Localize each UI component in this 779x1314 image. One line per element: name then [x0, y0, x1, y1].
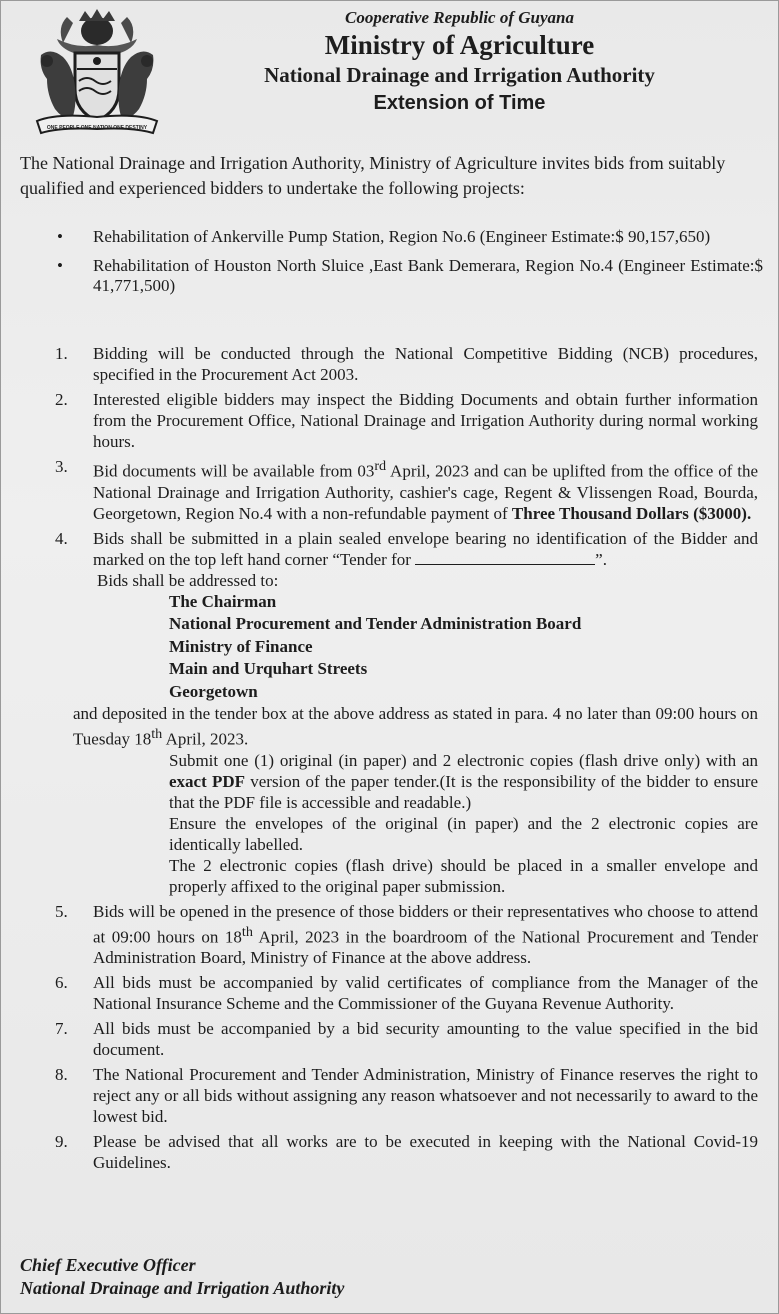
project-text: Rehabilitation of Houston North Sluice ,East Bank Demerara, Region No.4 (Engineer Estimate:$ 41,771,500) — [93, 256, 763, 295]
notice-header — [1, 1, 778, 151]
deposit-text-cont: April, 2023. — [162, 729, 249, 749]
item-text: Interested eligible bidders may inspect the Bidding Documents and obtain further information from the Procurement Office, National Drainage and Irrigation Authority during normal working hours. — [93, 390, 758, 451]
instruction-item-9 — [1, 1131, 758, 1173]
bullet-icon: • — [57, 256, 63, 275]
instruction-item-7 — [1, 1018, 758, 1060]
instruction-item-3 — [1, 456, 758, 524]
item-text: Bids will be opened in the presence of those bidders or their representatives who choose to attend at 09:00 hours on 18 — [93, 901, 758, 947]
project-item — [1, 227, 763, 247]
authority-name: National Drainage and Irrigation Authority — [264, 63, 655, 87]
ordinal-suffix: th — [151, 726, 163, 743]
item-text: All bids must be accompanied by valid certificates of compliance from the Manager of the National Insurance Scheme and the Commissioner of the Guyana Revenue Authority. — [93, 973, 758, 1014]
submit-text-cont: version of the paper tender.(It is the responsibility of the bidder to ensure that the PDF file is accessible and readable.) — [169, 771, 758, 812]
republic-name: Cooperative Republic of Guyana — [344, 8, 574, 27]
address-line: National Procurement and Tender Administration Board — [169, 614, 582, 634]
deposit-instructions — [73, 703, 758, 750]
bullet-icon: • — [57, 227, 63, 246]
instruction-item-4 — [1, 528, 758, 897]
signatory-title: Chief Executive Officer — [20, 1255, 196, 1275]
item-text: Bid documents will be available from 03 — [93, 461, 375, 481]
item-text: Bidding will be conducted through the National Competitive Bidding (NCB) procedures, specified in the Procurement Act 2003. — [93, 344, 758, 384]
item-text-cont: April, 2023 and can be uplifted from the office of the National Drainage and Irrigation Authority, cashier's cage, Regent & Vlissengen Road, Bourda, Georgetown, Region No.4 with a non-refundable payment of — [93, 461, 759, 523]
signatory-org: National Drainage and Irrigation Authority — [20, 1278, 345, 1298]
instruction-item-8 — [1, 1064, 758, 1127]
pdf-requirement: exact PDF — [169, 771, 246, 791]
item-number: 3. — [55, 457, 68, 476]
signature-block — [20, 1254, 344, 1300]
fee-amount: Three Thousand Dollars ($3000). — [511, 503, 752, 523]
item-text: The National Procurement and Tender Administration, Ministry of Finance reserves the right to reject any or all bids without assigning any reason whatsoever and not necessarily to award to the lowest bid. — [93, 1065, 758, 1127]
addressed-to: Bids shall be addressed to: — [97, 570, 279, 590]
instruction-item-2 — [1, 389, 758, 452]
submit-instructions — [93, 750, 758, 813]
item-number: 8. — [55, 1065, 68, 1085]
item-number: 1. — [55, 344, 68, 363]
notice-titles — [141, 7, 778, 117]
item-number: 7. — [55, 1019, 68, 1039]
intro-paragraph: The National Drainage and Irrigation Authority, Ministry of Agriculture invites bids from suitably qualified and experienced bidders to undertake the following projects: — [20, 153, 726, 198]
item-number: 9. — [55, 1132, 68, 1152]
address-line: The Chairman — [169, 591, 277, 611]
item-text-cont: April, 2023 in the boardroom of the National Procurement and Tender Administration Board, Ministry of Finance at the above address. — [93, 927, 758, 968]
labelling-instructions: Ensure the envelopes of the original (in paper) and the 2 electronic copies are identically labelled. — [169, 813, 758, 854]
address-line: Ministry of Finance — [169, 636, 313, 656]
instruction-list — [1, 343, 779, 1177]
address-line: Main and Urquhart Streets — [169, 659, 368, 679]
tender-name-blank — [415, 550, 595, 565]
project-item — [1, 256, 763, 296]
submit-text: Submit one (1) original (in paper) and 2 electronic copies (flash drive only) with an — [169, 750, 758, 770]
instruction-item-1 — [1, 343, 758, 385]
item-number: 2. — [55, 390, 68, 409]
ministry-name: Ministry of Agriculture — [324, 30, 595, 60]
item-number: 5. — [55, 901, 68, 921]
crest-motto: ONE PEOPLE ONE NATION ONE DESTINY — [46, 125, 148, 131]
deposit-text: and deposited in the tender box at the above address as stated in para. 4 no later than 09:00 hours on Tuesday 18 — [73, 704, 758, 749]
electronic-copy-instructions: The 2 electronic copies (flash drive) should be placed in a smaller envelope and properly affixed to the original paper submission. — [169, 855, 758, 896]
instruction-item-5 — [1, 901, 758, 969]
item-number: 6. — [55, 973, 68, 993]
ordinal-suffix: th — [241, 923, 253, 940]
address-line: Georgetown — [169, 681, 258, 701]
project-text: Rehabilitation of Ankerville Pump Station, Region No.6 (Engineer Estimate:$ 90,157,650) — [93, 227, 711, 246]
item-text-cont: ”. — [595, 549, 607, 569]
item-text: Please be advised that all works are to be executed in keeping with the National Covid-19 Guidelines. — [93, 1132, 758, 1173]
address-block — [93, 591, 758, 704]
item-text: Bids shall be submitted in a plain sealed envelope bearing no identification of the Bidder and marked on the top left hand corner “Tender for — [93, 528, 758, 569]
project-list — [1, 227, 779, 305]
item-text: All bids must be accompanied by a bid security amounting to the value specified in the bid document. — [93, 1019, 758, 1060]
item-number: 4. — [55, 528, 68, 548]
notice-title: Extension of Time — [373, 92, 546, 114]
ordinal-suffix: rd — [374, 458, 387, 474]
instruction-item-6 — [1, 972, 758, 1014]
